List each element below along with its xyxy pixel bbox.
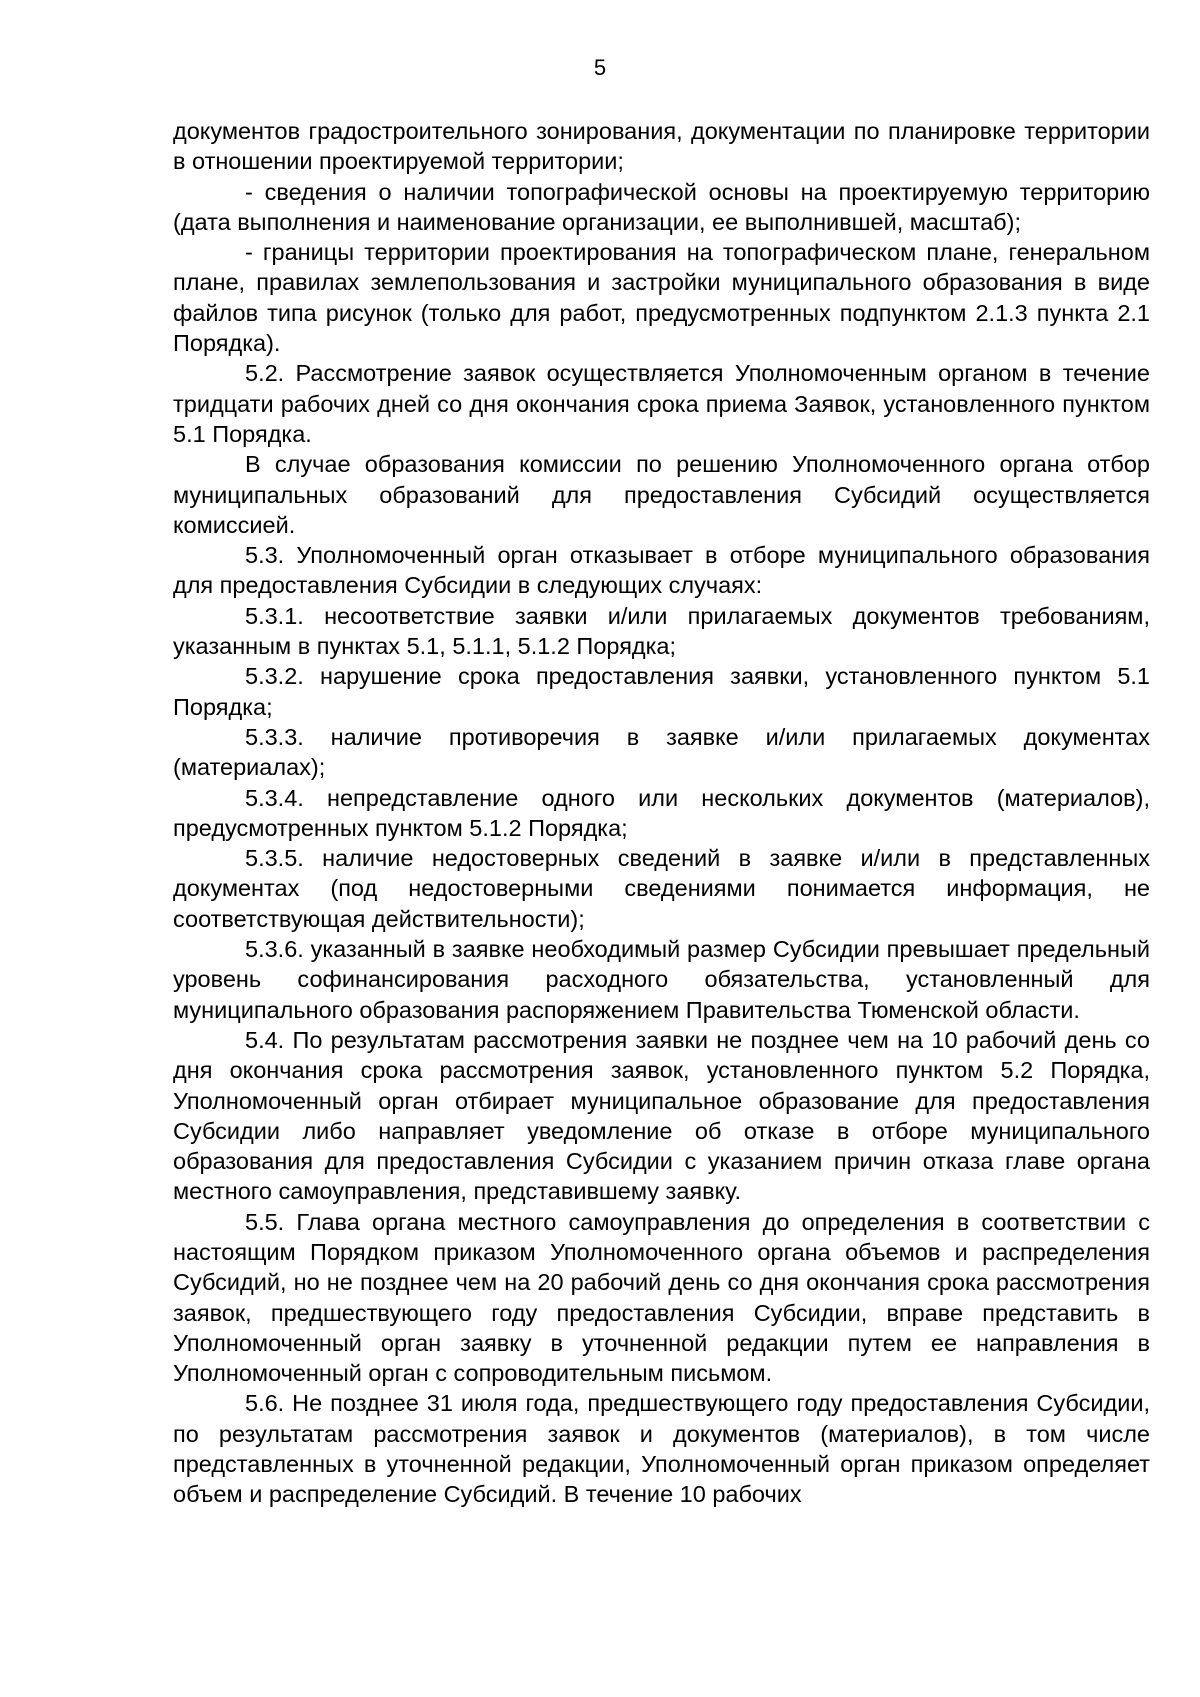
paragraph-topographic-basis: - сведения о наличии топографической основы на проектируемую территорию (дата выполнения и наименование организации, ее выполнившей, масштаб); <box>173 178 1150 235</box>
paragraph-5-3-4: 5.3.4. непредставление одного или нескольких документов (материалов), предусмотренных пунктом 5.1.2 Порядка; <box>173 784 1150 841</box>
paragraph-5-3-6: 5.3.6. указанный в заявке необходимый размер Субсидии превышает предельный уровень софинансирования расходного обязательства, установленный для муниципального образования распоряжением Правительства Тюменской области. <box>173 936 1150 1023</box>
paragraph-design-boundaries: - границы территории проектирования на топографическом плане, генеральном плане, правилах землепользования и застройки муниципального образования в виде файлов типа рисунок (только для работ, предусмотренных подпунктом 2.1.3 пункта 2.1 Порядка). <box>173 239 1150 357</box>
page-number: 5 <box>593 55 607 80</box>
paragraph-5-3-2: 5.3.2. нарушение срока предоставления заявки, установленного пунктом 5.1 Порядка; <box>173 663 1150 720</box>
document-body <box>173 116 1150 1510</box>
paragraph-5-3-3: 5.3.3. наличие противоречия в заявке и/или прилагаемых документах (материалах); <box>173 723 1150 781</box>
paragraph-5-3-5: 5.3.5. наличие недостоверных сведений в заявке и/или в представленных документах (под недостоверными сведениями понимается информация, не соответствующая действительности); <box>173 845 1150 932</box>
paragraph-5-3-1: 5.3.1. несоответствие заявки и/или прилагаемых документов требованиям, указанным в пунктах 5.1, 5.1.1, 5.1.2 Порядка; <box>173 602 1150 660</box>
paragraph-5-4: 5.4. По результатам рассмотрения заявки не позднее чем на 10 рабочий день со дня окончания срока рассмотрения заявок, установленного пунктом 5.2 Порядка, Уполномоченный орган отбирает муниципальное образование для предоставления Субсидии либо направляет уведомление об отказе в отборе муниципального образования для предоставления Субсидии с указанием причин отказа главе органа местного самоуправления, представившему заявку. <box>173 1026 1150 1205</box>
paragraph-5-6: 5.6. Не позднее 31 июля года, предшествующего году предоставления Субсидии, по результатам рассмотрения заявок и документов (материалов), в том числе представленных в уточненной редакции, Уполномоченный орган приказом определяет объем и распределение Субсидий. В течение 10 рабочих <box>173 1390 1150 1508</box>
paragraph-continuation: документов градостроительного зонирования, документации по планировке территории в отношении проектируемой территории; <box>173 118 1150 175</box>
paragraph-commission: В случае образования комиссии по решению Уполномоченного органа отбор муниципальных образований для предоставления Субсидий осуществляется комиссией. <box>173 451 1150 538</box>
paragraph-5-5: 5.5. Глава органа местного самоуправления до определения в соответствии с настоящим Порядком приказом Уполномоченного органа объемов и распределения Субсидий, но не позднее чем на 20 рабочий день со дня окончания срока рассмотрения заявок, предшествующего году предоставления Субсидии, вправе представить в Уполномоченный орган заявку в уточненной редакции путем ее направления в Уполномоченный орган с сопроводительным письмом. <box>173 1208 1150 1387</box>
paragraph-5-2: 5.2. Рассмотрение заявок осуществляется Уполномоченным органом в течение тридцати рабочих дней со дня окончания срока приема Заявок, установленного пунктом 5.1 Порядка. <box>173 360 1150 447</box>
paragraph-5-3: 5.3. Уполномоченный орган отказывает в отборе муниципального образования для предоставления Субсидии в следующих случаях: <box>173 542 1150 599</box>
